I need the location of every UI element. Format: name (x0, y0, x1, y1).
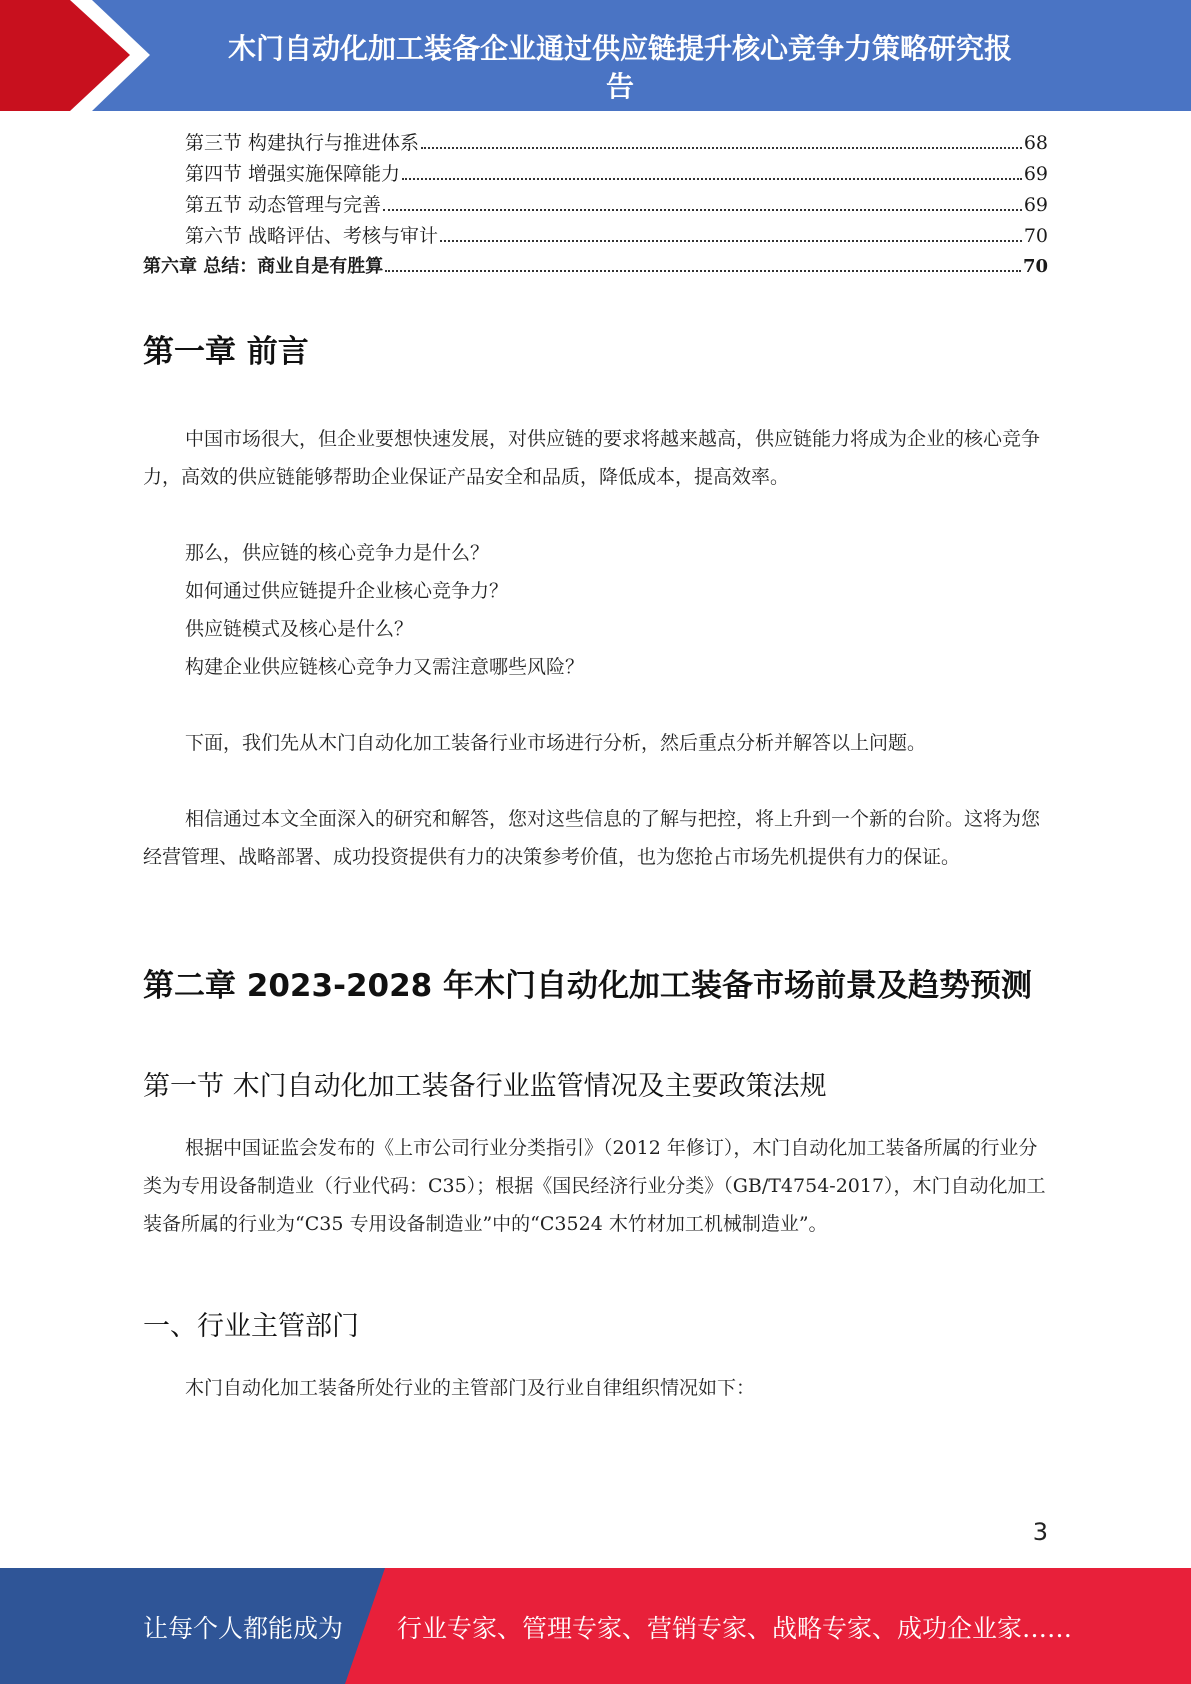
section-1-paragraph (143, 1129, 1048, 1243)
question-list (185, 534, 1045, 686)
paragraph-text: 木门自动化加工装备所处行业的主管部门及行业自律组织情况如下： (185, 1377, 756, 1399)
toc-entry-label: 第三节 构建执行与推进体系 (185, 132, 420, 154)
paragraph-text: 下面，我们先从木门自动化加工装备行业市场进行分析，然后重点分析并解答以上问题。 (185, 732, 927, 754)
toc-leader-dots (421, 147, 1022, 149)
toc-entry[interactable] (143, 190, 1048, 221)
question-item: 如何通过供应链提升企业核心竞争力？ (185, 580, 509, 602)
report-title-line-1: 木门自动化加工装备企业通过供应链提升核心竞争力策略研究报 (227, 32, 1012, 65)
toc-entry[interactable] (143, 128, 1048, 159)
chapter-1-heading: 第一章 前言 (143, 334, 309, 370)
toc-entry-page: 70 (1022, 256, 1048, 277)
toc-entry[interactable] (143, 159, 1048, 190)
toc-entry-label: 第四节 增强实施保障能力 (185, 163, 401, 185)
report-title (175, 30, 1065, 106)
page-footer (0, 1568, 1191, 1684)
toc-entry-chapter[interactable] (143, 252, 1048, 283)
toc-entry[interactable] (143, 221, 1048, 252)
question-item: 那么，供应链的核心竞争力是什么？ (185, 542, 490, 564)
toc-entry-page: 69 (1023, 194, 1048, 216)
toc-entry-page: 69 (1023, 163, 1048, 185)
page-number: 3 (1032, 1518, 1048, 1546)
paragraph-text: 相信通过本文全面深入的研究和解答，您对这些信息的了解与把控，将上升到一个新的台阶。这将为您经营管理、战略部署、成功投资提供有力的决策参考价值，也为您抢占市场先机提供有力的保证。 (143, 808, 1041, 868)
footer-slogan-left: 让每个人都能成为 (143, 1614, 344, 1643)
chapter-1-paragraph-2 (143, 724, 1048, 762)
subsection-1-paragraph (143, 1369, 1048, 1407)
header-arrow-decoration (0, 0, 200, 111)
toc-leader-dots (440, 240, 1022, 242)
toc-leader-dots (402, 178, 1022, 180)
footer-slogan-right: 行业专家、管理专家、营销专家、战略专家、成功企业家…… (397, 1614, 1073, 1643)
page-header (0, 0, 1191, 111)
toc-leader-dots (385, 270, 1021, 272)
chapter-1-paragraph-3 (143, 800, 1048, 876)
question-item: 供应链模式及核心是什么？ (185, 618, 414, 640)
toc-entry-page: 70 (1023, 225, 1048, 247)
section-1-heading: 第一节 木门自动化加工装备行业监管情况及主要政策法规 (143, 1071, 827, 1102)
chapter-2-heading: 第二章 2023-2028 年木门自动化加工装备市场前景及趋势预测 (143, 968, 1033, 1004)
toc-leader-dots (383, 209, 1022, 211)
toc-entry-page: 68 (1023, 132, 1048, 154)
report-title-line-2: 告 (605, 70, 634, 103)
question-item: 构建企业供应链核心竞争力又需注意哪些风险？ (185, 656, 585, 678)
chapter-1-paragraph-1 (143, 420, 1048, 496)
toc-entry-label: 第六章 总结：商业自是有胜算 (143, 256, 384, 277)
paragraph-text: 根据中国证监会发布的《上市公司行业分类指引》（2012 年修订），木门自动化加工装备所属的行业分类为专用设备制造业（行业代码：C35）；根据《国民经济行业分类》（GB/T4754-2017），木门自动化加工装备所属的行业为“C35 专用设备制造业”中的“C3524 木竹材加工机械制造业”。 (143, 1137, 1046, 1235)
subsection-1-heading: 一、行业主管部门 (143, 1311, 359, 1342)
table-of-contents (143, 128, 1048, 283)
toc-entry-label: 第五节 动态管理与完善 (185, 194, 382, 216)
paragraph-text: 中国市场很大，但企业要想快速发展，对供应链的要求将越来越高，供应链能力将成为企业的核心竞争力，高效的供应链能够帮助企业保证产品安全和品质，降低成本，提高效率。 (143, 428, 1041, 488)
toc-entry-label: 第六节 战略评估、考核与审计 (185, 225, 439, 247)
